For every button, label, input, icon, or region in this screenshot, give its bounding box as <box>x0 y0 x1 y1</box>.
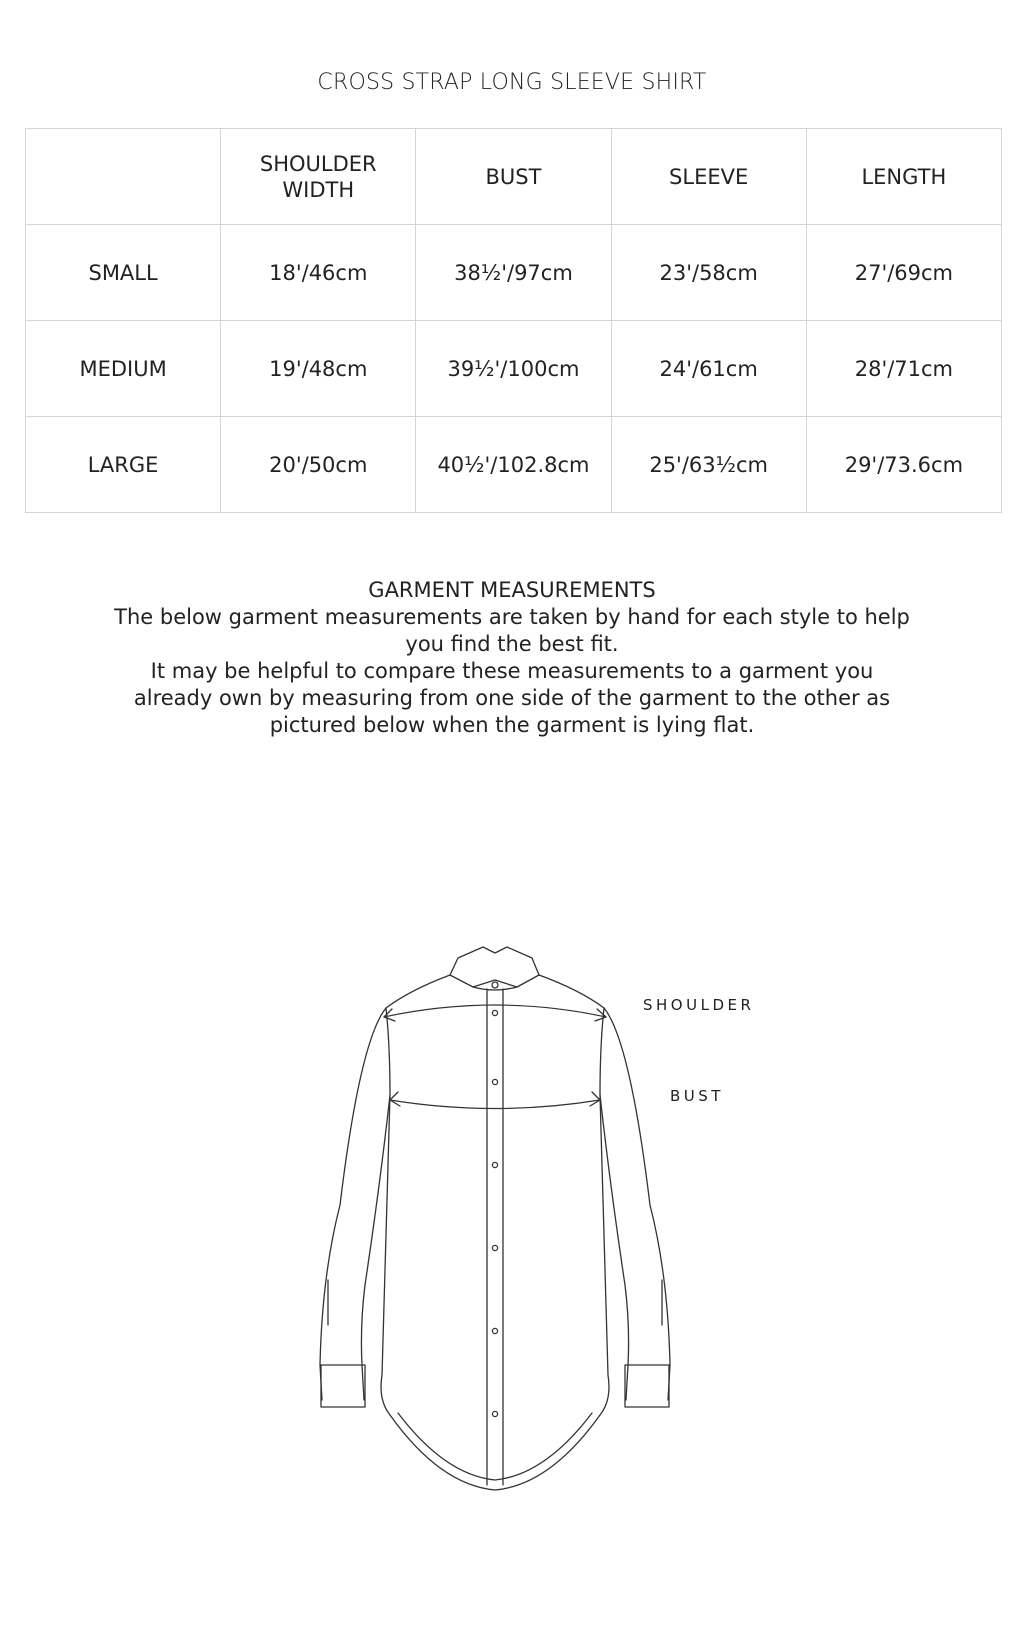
table-header-cell: BUST <box>416 129 611 225</box>
size-chart-table <box>25 128 1002 513</box>
torso-right-side <box>600 1095 609 1415</box>
table-cell: 27'/69cm <box>806 225 1001 321</box>
table-cell: 19'/48cm <box>221 321 416 417</box>
table-row <box>26 417 1002 513</box>
bust-measure-line <box>390 1100 600 1109</box>
cuff-right <box>625 1365 669 1407</box>
shirt-diagram <box>310 945 770 1505</box>
table-header-cell <box>221 129 416 225</box>
table-row <box>26 225 1002 321</box>
header-shoulder-width: SHOULDER WIDTH <box>259 151 377 202</box>
table-cell: 39½'/100cm <box>416 321 611 417</box>
button <box>492 1411 497 1416</box>
section-paragraph: The below garment measurements are taken by hand for each style to help you find the best fit. <box>114 605 910 656</box>
table-header-row <box>26 129 1002 225</box>
table-row <box>26 321 1002 417</box>
sleeve-right-inner <box>600 1008 629 1400</box>
shoulder-left <box>386 975 450 1008</box>
button <box>492 1328 497 1333</box>
shoulder-right <box>539 975 604 1008</box>
section-paragraph: It may be helpful to compare these measurements to a garment you already own by measuring from one side of the garment to the other as pictured below when the garment is lying flat. <box>133 659 891 737</box>
table-cell: 23'/58cm <box>611 225 806 321</box>
table-header-cell <box>26 129 221 225</box>
button <box>492 1079 497 1084</box>
garment-measurements-section <box>112 577 912 739</box>
cuff-left <box>321 1365 365 1407</box>
shirt-illustration <box>310 945 770 1505</box>
table-header-cell: SLEEVE <box>611 129 806 225</box>
size-name-cell: MEDIUM <box>26 321 221 417</box>
collar <box>450 947 539 987</box>
hem <box>390 1415 600 1490</box>
size-name-cell: SMALL <box>26 225 221 321</box>
table-cell: 18'/46cm <box>221 225 416 321</box>
button <box>492 1245 497 1250</box>
table-cell: 38½'/97cm <box>416 225 611 321</box>
bust-label: BUST <box>670 1087 724 1105</box>
shoulder-label: SHOULDER <box>643 996 755 1014</box>
button <box>492 1010 497 1015</box>
table-cell: 29'/73.6cm <box>806 417 1001 513</box>
table-cell: 24'/61cm <box>611 321 806 417</box>
torso-left-side <box>381 1095 390 1415</box>
bust-arrow-right <box>590 1092 600 1106</box>
table-header-cell: LENGTH <box>806 129 1001 225</box>
table-cell: 20'/50cm <box>221 417 416 513</box>
page-title: CROSS STRAP LONG SLEEVE SHIRT <box>317 70 707 95</box>
table-cell: 40½'/102.8cm <box>416 417 611 513</box>
table-cell: 28'/71cm <box>806 321 1001 417</box>
section-heading: GARMENT MEASUREMENTS <box>368 578 656 602</box>
size-name-cell: LARGE <box>26 417 221 513</box>
table-cell: 25'/63½cm <box>611 417 806 513</box>
sleeve-left-inner <box>361 1008 390 1400</box>
bust-arrow-left <box>390 1092 400 1106</box>
hem-inner <box>398 1413 592 1480</box>
collar-button <box>492 982 498 988</box>
button <box>492 1162 497 1167</box>
